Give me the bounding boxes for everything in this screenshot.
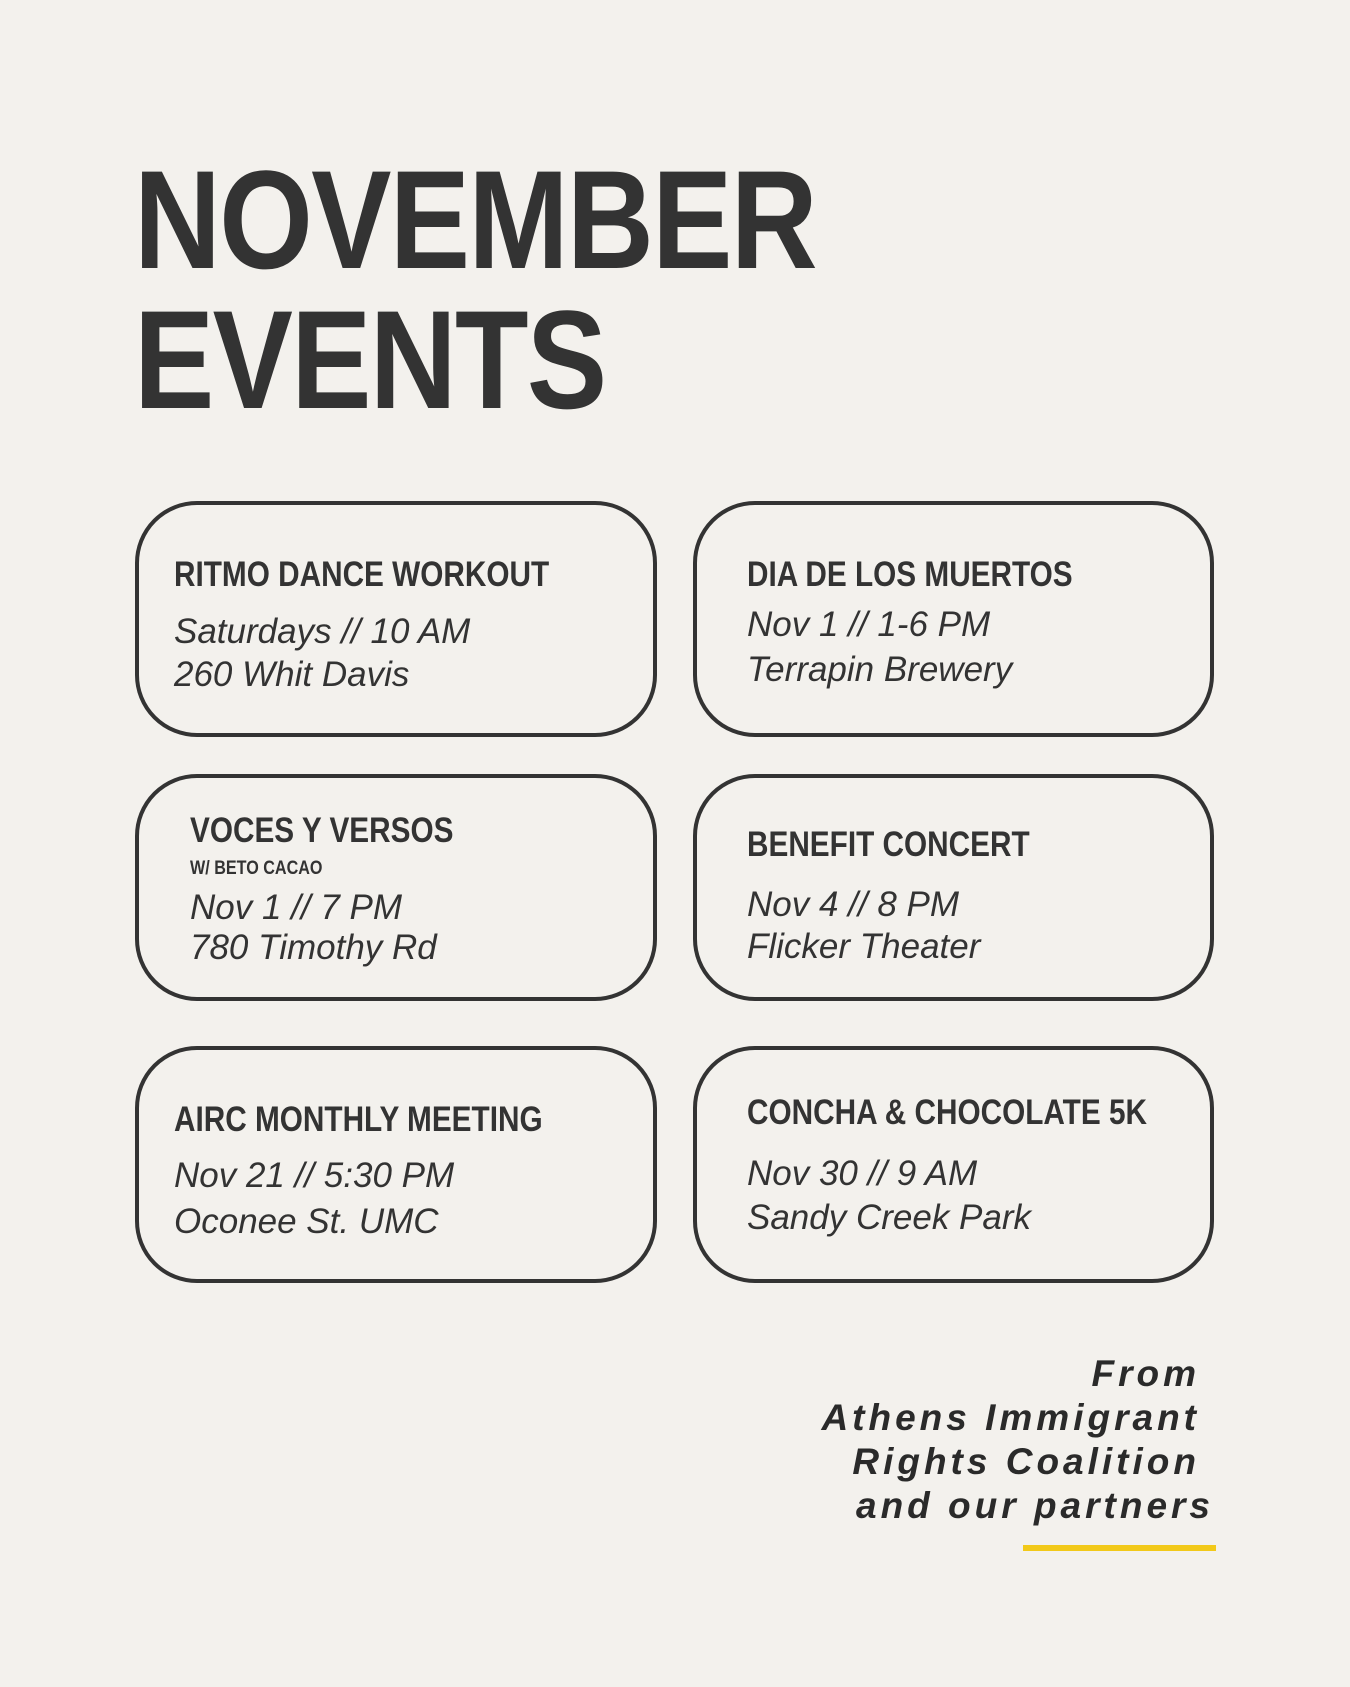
event-when: Saturdays // 10 AM — [174, 612, 471, 651]
event-card-ritmo-dance-workout — [135, 501, 657, 737]
event-when: Nov 4 // 8 PM — [747, 885, 960, 924]
page-title-line-1: NOVEMBER — [134, 141, 816, 298]
page-title-line-2: EVENTS — [134, 281, 606, 438]
event-subtitle: W/ BETO CACAO — [190, 858, 323, 879]
event-when: Nov 21 // 5:30 PM — [174, 1156, 455, 1195]
event-name: VOCES Y VERSOS — [190, 811, 454, 850]
organizer-credit-line-1: From — [1091, 1353, 1200, 1394]
event-card-dia-de-los-muertos — [693, 501, 1214, 737]
event-where: Terrapin Brewery — [747, 650, 1013, 689]
organizer-credit-line-4: and our partners — [856, 1485, 1214, 1526]
organizer-credit-line-3: Rights Coalition — [852, 1441, 1200, 1482]
event-where: 260 Whit Davis — [174, 655, 410, 694]
event-when: Nov 1 // 1-6 PM — [747, 605, 991, 644]
event-name: DIA DE LOS MUERTOS — [747, 555, 1073, 594]
organizer-credit — [821, 1352, 1214, 1528]
event-name: BENEFIT CONCERT — [747, 825, 1030, 864]
event-name: CONCHA & CHOCOLATE 5K — [747, 1093, 1147, 1132]
accent-underline — [1023, 1545, 1216, 1551]
event-card-voces-y-versos — [135, 774, 657, 1001]
event-where: Flicker Theater — [747, 927, 981, 966]
event-where: 780 Timothy Rd — [190, 928, 437, 967]
event-card-benefit-concert — [693, 774, 1214, 1001]
event-when: Nov 30 // 9 AM — [747, 1154, 978, 1193]
event-where: Sandy Creek Park — [747, 1198, 1032, 1237]
event-name: RITMO DANCE WORKOUT — [174, 555, 550, 594]
event-name: AIRC MONTHLY MEETING — [174, 1100, 543, 1139]
event-card-concha-chocolate-5k — [693, 1046, 1214, 1283]
organizer-credit-line-2: Athens Immigrant — [821, 1397, 1200, 1438]
event-where: Oconee St. UMC — [174, 1202, 439, 1241]
page-title — [134, 141, 816, 438]
event-when: Nov 1 // 7 PM — [190, 888, 403, 927]
event-card-airc-monthly-meeting — [135, 1046, 657, 1283]
